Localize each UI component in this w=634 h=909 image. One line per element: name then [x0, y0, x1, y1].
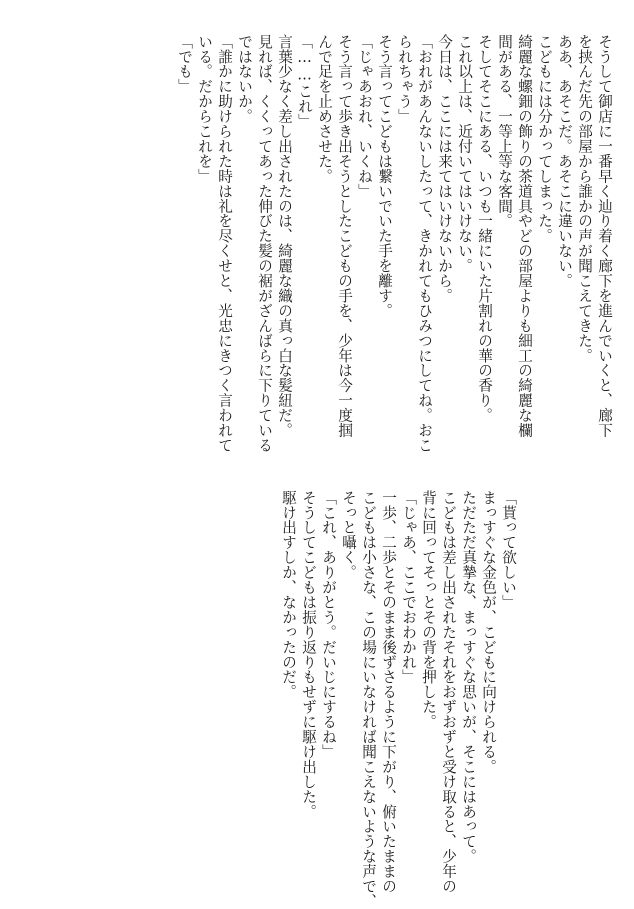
- upper-text-block: [14, 34, 614, 454]
- text-line: 「これ、ありがとう。だいじにするね」: [320, 490, 337, 760]
- text-line: そう言ってこどもは繋いでいた手を離す。: [376, 34, 393, 319]
- text-line: 「誰かに助けられた時は礼を尽くせと、光忠にきつく言われて: [216, 34, 233, 453]
- text-line: んで足を止めさせた。: [316, 34, 333, 184]
- text-line: これ以上は、近付いてはいけない。: [456, 34, 473, 274]
- text-line: 「でも」: [176, 34, 193, 94]
- text-line: まっすぐな金色が、こどもに向けられる。: [480, 490, 497, 775]
- text-line: ああ、あそこだ。あそこに違いない。: [556, 34, 573, 289]
- text-line: 見れば、くくってあった伸びた髪の裾がざんばらに下りている: [256, 34, 273, 453]
- text-line: 「じゃあ、ここでおわかれ」: [400, 490, 417, 685]
- text-line: 間がある、一等上等な客間。: [496, 34, 513, 229]
- text-line: 綺麗な螺鈿の飾りの茶道具やどの部屋よりも細工の綺麗な欄: [516, 34, 533, 438]
- text-line: そうしてこどもは振り返りもせずに駆け出した。: [300, 490, 317, 819]
- text-line: 「……これ」: [296, 34, 313, 129]
- text-line: 「おれがあんないしたって、きかれてもひみつにしてね。おこ: [416, 34, 433, 453]
- text-line: ただただ真摯な、まっすぐな思いが、そこにはあって。: [460, 490, 477, 864]
- text-line: そうして御店に一番早く辿り着く廊下を進んでいくと、廊下: [596, 34, 613, 438]
- text-line: 「貰って欲しい」: [500, 490, 517, 610]
- text-line: ではないか。: [236, 34, 253, 124]
- text-line: 「じゃあおれ、いくね」: [356, 34, 373, 199]
- text-line: 一歩、二歩とそのまま後ずさるように下がり、俯いたままの: [380, 490, 397, 894]
- text-line: こどもは小さな、この場にいなければ聞こえないような声で、: [360, 490, 377, 909]
- text-line: そう言って歩き出そうとしたこどもの手を、少年は今一度掴: [336, 34, 353, 438]
- text-line: 言葉少なく差し出されたのは、綺麗な織の真っ白な髪紐だ。: [276, 34, 293, 438]
- text-line: を挟んだ先の部屋から誰かの声が聞こえてきた。: [576, 34, 593, 363]
- text-line: 今日は、ここには来てはいけないから。: [436, 34, 453, 304]
- text-line: こどもには分かってしまった。: [536, 34, 553, 244]
- text-line: こどもは差し出されたそれをおずおずと受け取ると、少年の: [440, 490, 457, 894]
- text-line: いる。だからこれを」: [196, 34, 213, 184]
- text-line: られちゃう」: [396, 34, 413, 124]
- text-line: そしてそこにある、いつも一緒にいた片割れの華の香り。: [476, 34, 493, 423]
- text-line: 駆け出すしか、なかったのだ。: [280, 490, 297, 700]
- text-line: そっと囁く。: [340, 490, 357, 580]
- lower-text-block: [98, 490, 518, 909]
- text-line: 背に回ってそっとその背を押した。: [420, 490, 437, 730]
